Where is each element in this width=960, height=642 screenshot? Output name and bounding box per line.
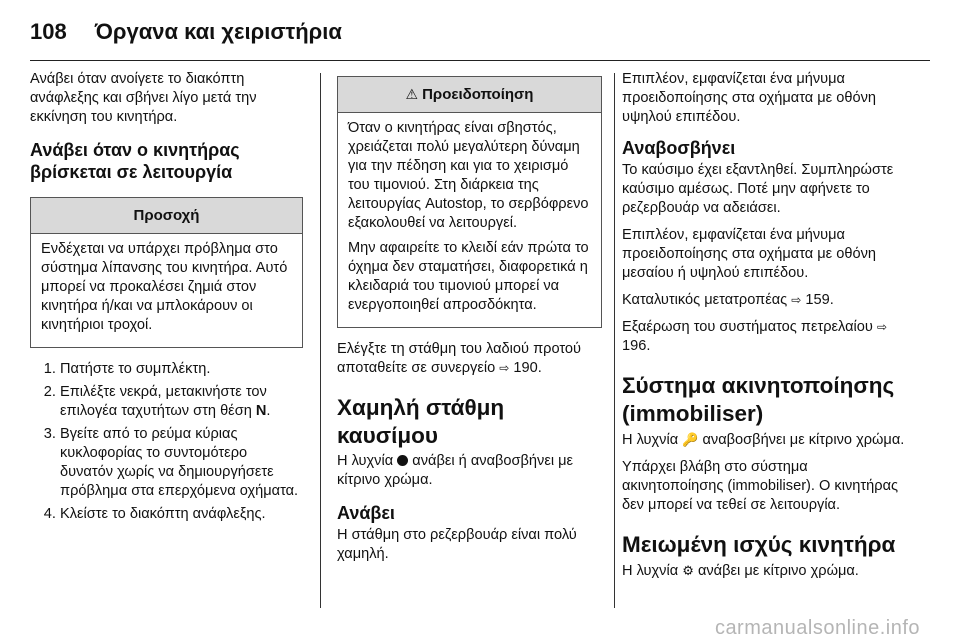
fuel-dot-icon [397,455,408,466]
sub-heading: Αναβοσβήνει [622,138,736,158]
column-1 [30,70,303,528]
warning-title: ⚠ Προειδοποίηση [338,77,601,113]
column-divider-2 [614,73,615,608]
paragraph: Καταλυτικός μετατροπέας ⇨ 159. [622,292,834,308]
list-item: 4. Κλείστε το διακόπτη ανάφλεξης. [60,505,303,524]
column-2 [337,70,602,572]
page-ref-arrow-icon: ⇨ [876,320,888,334]
chapter-title: Όργανα και χειριστήρια [94,19,342,44]
paragraph: Το καύσιμο έχει εξαντληθεί. Συμπληρώστε καύσιμο αμέσως. Ποτέ μην αφήνετε το ρεζερβουάρ να αδειάσει. [622,162,894,216]
page-ref-arrow-icon: ⇨ [499,361,510,375]
paragraph: Υπάρχει βλάβη στο σύστημα ακινητοποίησης (immobiliser). Ο κινητήρας δεν μπορεί να τεθεί σε λειτουργία. [622,459,899,513]
page-reference[interactable]: 196. [622,338,651,354]
warning-triangle-icon: ⚠ [405,86,419,102]
paragraph: Ανάβει όταν ανοίγετε το διακόπτη ανάφλεξης και σβήνει λίγο μετά την εκκίνηση του κινητήρα. [30,71,257,125]
section-heading: Σύστημα ακινητοποίησης (immobiliser) [622,373,895,426]
car-key-icon: 🔑 [682,432,699,447]
list-item: 3. Βγείτε από το ρεύμα κύριας κυκλοφορίας το συντομότερο δυνατόν χωρίς να δημιουργήσετε πρόβλημα στα επερχόμενα οχήματα. [60,425,303,501]
page-reference[interactable]: 190. [513,360,542,376]
warning-box [337,76,602,328]
section-heading: Ανάβει όταν ο κινητήρας βρίσκεται σε λειτουργία [30,140,240,182]
caution-title: Προσοχή [31,198,302,234]
warning-text: Όταν ο κινητήρας είναι σβηστός, χρειάζεται πολύ μεγαλύτερη δύναμη για την πέδηση και για το χειρισμό του τιμονιού. Στη διάρκεια της λειτουργίας Autostop, το σερβόφρενο εξακολουθεί να λειτουργεί. [348,120,589,231]
paragraph: Η λυχνία 🔑 αναβοσβήνει με κίτρινο χρώμα. [622,432,905,448]
engine-power-icon: ⚙ [682,563,694,578]
column-3 [622,70,912,589]
steps-list [30,360,303,524]
watermark: carmanualsonline.info [714,617,920,639]
paragraph: Η λυχνία ανάβει ή αναβοσβήνει με κίτρινο χρώμα. [337,453,574,488]
caution-text: Ενδέχεται να υπάρχει πρόβλημα στο σύστημα λίπανσης του κινητήρα. Αυτό μπορεί να προκαλέσει ζημιά στον κινητήρα ή/και να μπλοκάρουν οι κινητήριοι τροχοί. [41,241,288,333]
caution-box [30,197,303,348]
paragraph: Εξαέρωση του συστήματος πετρελαίου ⇨ 196. [622,319,888,354]
paragraph: Επιπλέον, εμφανίζεται ένα μήνυμα προειδοποίησης στα οχήματα με οθόνη υψηλού επιπέδου. [622,71,877,125]
page-reference[interactable]: 159. [805,292,834,308]
paragraph: Ελέγξτε τη στάθμη του λαδιού προτού αποταθείτε σε συνεργείο ⇨ 190. [337,341,582,376]
sub-heading: Ανάβει [337,503,395,523]
page-number: 108 [30,19,67,44]
list-item: 2. Επιλέξτε νεκρά, μετακινήστε τον επιλογέα ταχυτήτων στη θέση N. [60,383,303,421]
paragraph: Επιπλέον, εμφανίζεται ένα μήνυμα προειδοποίησης στα οχήματα με οθόνη μεσαίου ή υψηλού επιπέδου. [622,227,877,281]
list-item: 1. Πατήστε το συμπλέκτη. [60,360,303,379]
column-divider-1 [320,73,321,608]
page-ref-arrow-icon: ⇨ [791,293,802,307]
section-heading: Χαμηλή στάθμη καυσίμου [337,395,505,448]
warning-text: Μην αφαιρείτε το κλειδί εάν πρώτα το όχημα δεν σταματήσει, διαφορετικά η κλειδαριά του τιμονιού μπορεί να ενεργοποιηθεί απροσδόκητα. [348,240,589,313]
paragraph: Η λυχνία ⚙ ανάβει με κίτρινο χρώμα. [622,563,859,579]
header-rule [30,60,930,61]
page-header [30,12,342,52]
section-heading: Μειωμένη ισχύς κινητήρα [622,532,896,557]
paragraph: Η στάθμη στο ρεζερβουάρ είναι πολύ χαμηλή. [337,527,577,562]
